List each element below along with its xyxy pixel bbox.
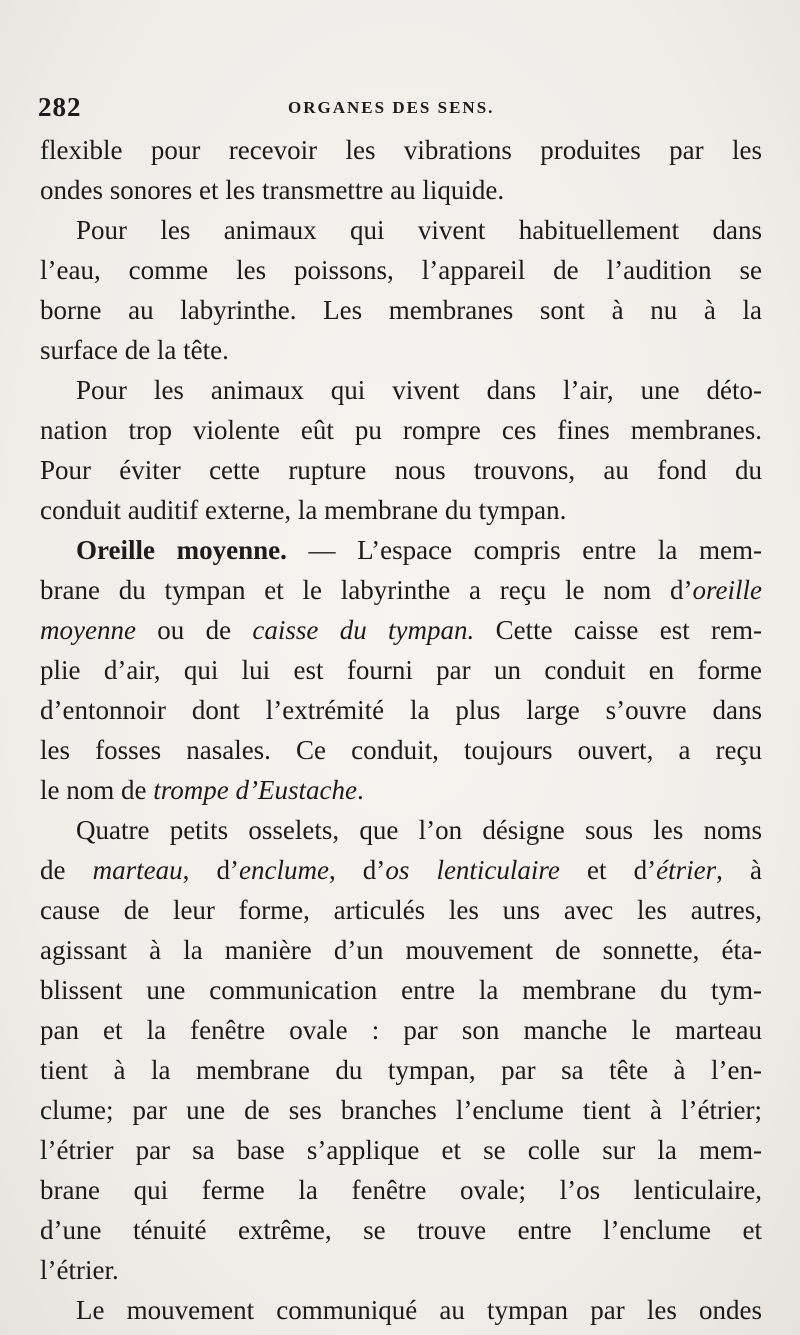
- page-header: [38, 92, 758, 128]
- text-run: d’: [670, 575, 693, 605]
- section-heading: Oreille moyenne.: [76, 535, 287, 565]
- text-line: [40, 530, 762, 570]
- italic-term: caisse du tympan.: [252, 615, 475, 645]
- text-run: clume; par une de ses branches l’enclume tient à l’étrier;: [40, 1095, 762, 1125]
- italic-term: étrier: [656, 855, 717, 885]
- text-run: brane qui ferme la fenêtre ovale; l’os lenticulaire,: [40, 1175, 762, 1205]
- text-run: conduit auditif externe, la membrane du tympan.: [40, 495, 567, 525]
- italic-term: enclume: [238, 855, 329, 885]
- text-run: ou de: [135, 615, 253, 645]
- text-run: d’une ténuité extrême, se trouve entre l’enclume et: [40, 1215, 762, 1245]
- text-line: [40, 1010, 762, 1050]
- text-line: [40, 490, 762, 530]
- text-run: Quatre petits osselets, que l’on désigne sous les noms: [76, 815, 762, 845]
- text-run: nation trop violente eût pu rompre ces fines membranes.: [40, 415, 762, 445]
- text-run: flexible pour recevoir les vibrations produites par les: [40, 135, 762, 165]
- text-run: cause de leur forme, articulés les uns avec les autres,: [40, 895, 762, 925]
- text-line: [40, 970, 762, 1010]
- text-line: [40, 1170, 762, 1210]
- text-run: de: [40, 855, 93, 885]
- text-run: .: [356, 775, 364, 805]
- running-head: ORGANES DES SENS.: [288, 98, 495, 117]
- text-run: le nom de: [40, 775, 154, 805]
- text-run: — L’espace compris entre la mem-: [286, 535, 762, 565]
- text-line: [40, 410, 762, 450]
- text-line: [40, 890, 762, 930]
- italic-term: marteau: [92, 855, 183, 885]
- text-run: , d’: [182, 855, 239, 885]
- text-run: , d’: [328, 855, 386, 885]
- text-line: [40, 130, 762, 170]
- text-line: [40, 1130, 762, 1170]
- text-line: [40, 370, 762, 410]
- text-run: l’eau, comme les poissons, l’appareil de l’audition se: [40, 255, 762, 285]
- text-line: [40, 770, 762, 810]
- text-line: [40, 450, 762, 490]
- text-run: et d’: [559, 855, 657, 885]
- text-run: agissant à la manière d’un mouvement de sonnette, éta-: [40, 935, 762, 965]
- text-line: [40, 730, 762, 770]
- text-line: [40, 1090, 762, 1130]
- text-run: Pour éviter cette rupture nous trouvons, au fond du: [40, 455, 762, 485]
- text-line: [40, 610, 762, 650]
- text-run: l’étrier.: [40, 1255, 119, 1285]
- text-line: [40, 170, 762, 210]
- text-run: pan et la fenêtre ovale : par son manche le marteau: [40, 1015, 762, 1045]
- italic-term: os lenticulaire: [385, 855, 560, 885]
- text-line: [40, 330, 762, 370]
- text-line: [40, 850, 762, 890]
- text-run: blissent une communication entre la membrane du tym-: [40, 975, 762, 1005]
- text-line: [40, 250, 762, 290]
- text-run: borne au labyrinthe. Les membranes sont à nu à la: [40, 295, 762, 325]
- text-run: Cette caisse est rem-: [474, 615, 763, 645]
- text-run: Le mouvement communiqué au tympan par les ondes: [76, 1295, 762, 1325]
- italic-term: moyenne: [40, 615, 136, 645]
- text-line: [40, 690, 762, 730]
- text-line: [40, 930, 762, 970]
- text-line: [40, 810, 762, 850]
- text-run: d’entonnoir dont l’extrémité la plus large s’ouvre dans: [40, 695, 762, 725]
- text-line: [40, 1050, 762, 1090]
- text-run: , à: [716, 855, 763, 885]
- italic-term: trompe d’Eustache: [153, 775, 357, 805]
- text-run: Pour les animaux qui vivent habituellement dans: [76, 215, 762, 245]
- text-line: [40, 570, 762, 610]
- text-run: les fosses nasales. Ce conduit, toujours ouvert, a reçu: [40, 735, 762, 765]
- text-run: brane du tympan et le labyrinthe a reçu le nom: [40, 575, 671, 605]
- italic-term: oreille: [692, 575, 762, 605]
- page-number: 282: [38, 92, 82, 122]
- text-run: tient à la membrane du tympan, par sa tête à l’en-: [40, 1055, 762, 1085]
- text-run: plie d’air, qui lui est fourni par un conduit en forme: [40, 655, 762, 685]
- text-line: [40, 1210, 762, 1250]
- text-line: [40, 290, 762, 330]
- text-run: Pour les animaux qui vivent dans l’air, une déto-: [76, 375, 762, 405]
- body-text: [40, 130, 762, 1330]
- text-line: [40, 210, 762, 250]
- text-line: [40, 650, 762, 690]
- text-line: [40, 1250, 762, 1290]
- text-run: l’étrier par sa base s’applique et se colle sur la mem-: [40, 1135, 762, 1165]
- text-line: [40, 1290, 762, 1330]
- text-run: surface de la tête.: [40, 335, 229, 365]
- text-run: ondes sonores et les transmettre au liquide.: [40, 175, 505, 205]
